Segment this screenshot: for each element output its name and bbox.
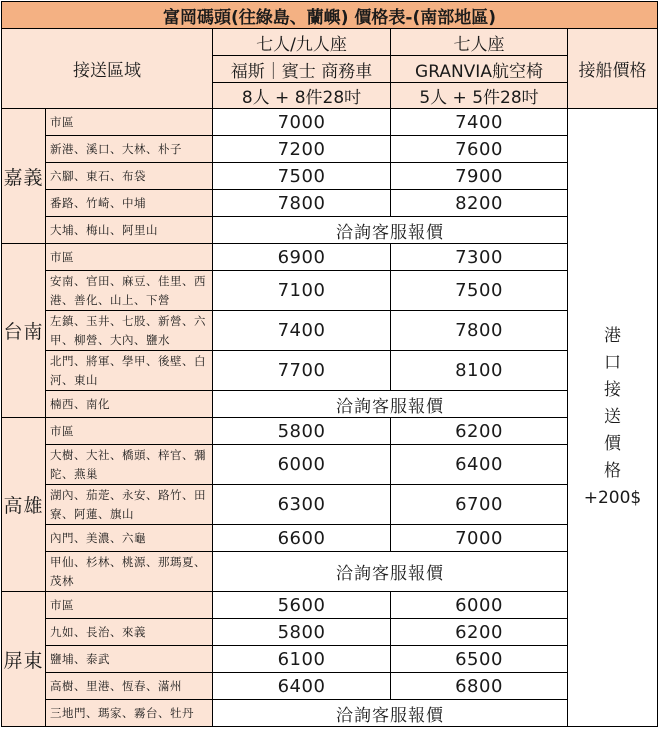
price-a: 7100: [213, 271, 391, 311]
price-b: 7000: [391, 525, 568, 552]
price-b: 7600: [391, 136, 568, 163]
ship-note-amount: +200$: [583, 488, 642, 508]
col-a-seats: 七人/九人座: [213, 29, 391, 56]
col-b-capacity: 5人 + 5件28吋: [391, 83, 568, 109]
price-a: 6900: [213, 244, 391, 271]
price-b: 7300: [391, 244, 568, 271]
price-a: 7400: [213, 311, 391, 351]
price-a: 6300: [213, 485, 391, 525]
ship-note-char: 口: [604, 353, 621, 373]
ship-note-char: 接: [604, 380, 621, 400]
price-a: 5600: [213, 592, 391, 619]
area-cell: 鹽埔、泰武: [46, 646, 213, 673]
table-row: [2, 391, 658, 418]
price-b: 7400: [391, 109, 568, 136]
table-row: [2, 271, 658, 311]
price-table: [1, 1, 658, 727]
ship-note-char: 價: [604, 434, 621, 454]
table-row: [2, 552, 658, 592]
area-header: 接送區域: [2, 29, 213, 109]
area-cell: 番路、竹崎、中埔: [46, 190, 213, 217]
region-label: 高雄: [2, 418, 46, 592]
inquire-cell: 洽詢客服報價: [213, 391, 568, 418]
col-a-model: 福斯｜賓士 商務車: [213, 56, 391, 83]
price-b: 7500: [391, 271, 568, 311]
ship-note-char: 格: [604, 461, 621, 481]
price-b: 8200: [391, 190, 568, 217]
price-a: 6000: [213, 445, 391, 485]
price-a: 7200: [213, 136, 391, 163]
area-cell: 六腳、東石、布袋: [46, 163, 213, 190]
area-cell: 新港、溪口、大林、朴子: [46, 136, 213, 163]
price-a: 7700: [213, 351, 391, 391]
table-row: [2, 619, 658, 646]
price-b: 8100: [391, 351, 568, 391]
area-cell: 北門、將軍、學甲、後壁、白河、東山: [46, 351, 213, 391]
area-cell: 甲仙、杉林、桃源、那瑪夏、茂林: [46, 552, 213, 592]
price-b: 6500: [391, 646, 568, 673]
table-title: 富岡碼頭(往綠島、蘭嶼) 價格表-(南部地區): [2, 2, 658, 29]
col-b-seats: 七人座: [391, 29, 568, 56]
area-cell: 左鎮、玉井、七股、新營、六甲、柳營、大內、鹽水: [46, 311, 213, 351]
area-cell: 市區: [46, 109, 213, 136]
region-label: 台南: [2, 244, 46, 418]
area-cell: 三地門、瑪家、霧台、牡丹: [46, 700, 213, 727]
area-cell: 內門、美濃、六龜: [46, 525, 213, 552]
price-a: 7500: [213, 163, 391, 190]
table-row: [2, 445, 658, 485]
table-row: [2, 163, 658, 190]
table-row: [2, 244, 658, 271]
table-row: [2, 136, 658, 163]
area-cell: 市區: [46, 244, 213, 271]
table-row: [2, 109, 658, 136]
region-label: 嘉義: [2, 109, 46, 244]
price-a: 6400: [213, 673, 391, 700]
table-row: [2, 418, 658, 445]
table-row: [2, 673, 658, 700]
price-a: 5800: [213, 418, 391, 445]
area-cell: 楠西、南化: [46, 391, 213, 418]
inquire-cell: 洽詢客服報價: [213, 217, 568, 244]
price-a: 6100: [213, 646, 391, 673]
ship-note-char: 港: [604, 326, 621, 346]
area-cell: 市區: [46, 418, 213, 445]
price-a: 7000: [213, 109, 391, 136]
area-cell: 大樹、大社、橋頭、梓官、彌陀、燕巢: [46, 445, 213, 485]
price-b: 6200: [391, 418, 568, 445]
price-a: 6600: [213, 525, 391, 552]
table-row: [2, 351, 658, 391]
col-a-capacity: 8人 + 8件28吋: [213, 83, 391, 109]
price-b: 7900: [391, 163, 568, 190]
table-row: [2, 485, 658, 525]
price-b: 6700: [391, 485, 568, 525]
area-cell: 高樹、里港、恆春、滿州: [46, 673, 213, 700]
ship-price-header: 接船價格: [568, 29, 658, 109]
area-cell: 市區: [46, 592, 213, 619]
table-row: [2, 592, 658, 619]
price-b: 6800: [391, 673, 568, 700]
ship-price-note: [568, 109, 658, 727]
price-a: 5800: [213, 619, 391, 646]
inquire-cell: 洽詢客服報價: [213, 552, 568, 592]
col-b-model: GRANVIA航空椅: [391, 56, 568, 83]
table-row: [2, 646, 658, 673]
price-b: 6400: [391, 445, 568, 485]
area-cell: 大埔、梅山、阿里山: [46, 217, 213, 244]
price-a: 7800: [213, 190, 391, 217]
table-row: [2, 525, 658, 552]
table-row: [2, 311, 658, 351]
table-row: [2, 700, 658, 727]
price-b: 6200: [391, 619, 568, 646]
area-cell: 九如、長治、來義: [46, 619, 213, 646]
ship-note-char: 送: [604, 407, 621, 427]
region-label: 屏東: [2, 592, 46, 727]
area-cell: 湖內、茄萣、永安、路竹、田寮、阿蓮、旗山: [46, 485, 213, 525]
price-b: 7800: [391, 311, 568, 351]
table-row: [2, 217, 658, 244]
table-row: [2, 190, 658, 217]
inquire-cell: 洽詢客服報價: [213, 700, 568, 727]
area-cell: 安南、官田、麻豆、佳里、西港、善化、山上、下營: [46, 271, 213, 311]
price-b: 6000: [391, 592, 568, 619]
